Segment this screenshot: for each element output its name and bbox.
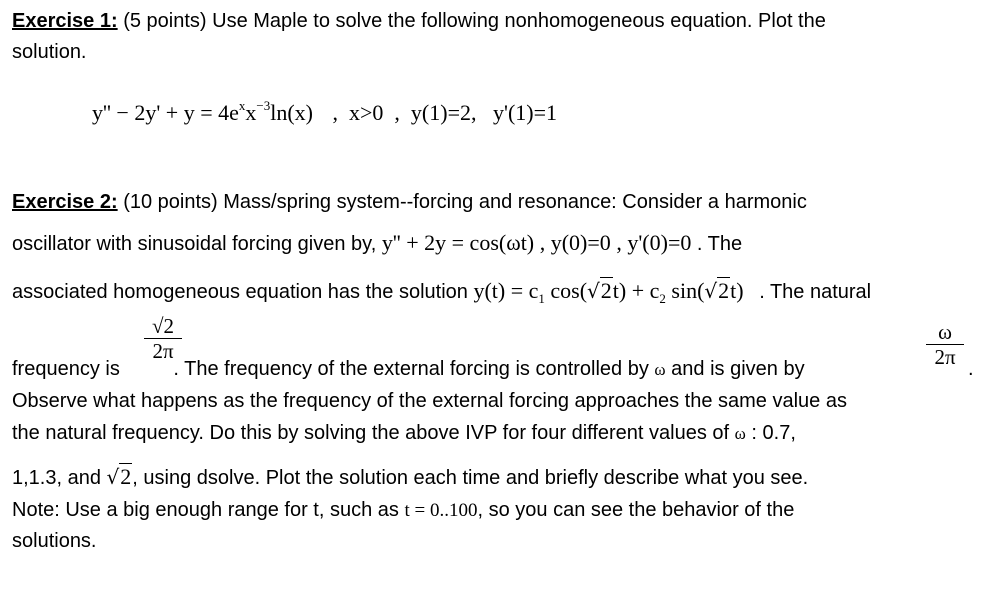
sol-part2: cos( — [544, 278, 588, 303]
sol-sub2: 2 — [659, 291, 666, 306]
sol-sqrt1: 2 — [600, 278, 612, 303]
sol-part5: t) — [730, 278, 744, 303]
sol-part1: y(t) = c — [473, 278, 539, 303]
eq-cond-yp1: y'(1)=1 — [492, 100, 558, 125]
exercise2-line1 — [12, 189, 807, 215]
frac2-numerator: ω — [938, 320, 952, 344]
exercise2-line7: 1,1.3, and √2, using dsolve. Plot the solution each time and briefly describe what you see. — [12, 464, 809, 489]
exercise2-line5: Observe what happens as the frequency of the external forcing approaches the same value as — [12, 390, 847, 412]
ex2-line6-text: the natural frequency. Do this by solving the above IVP for four different values of — [12, 422, 735, 444]
sol-sqrt2: 2 — [718, 278, 730, 303]
exercise1-intro: (5 points) Use Maple to solve the following nonhomogeneous equation. Plot the — [117, 10, 826, 32]
exercise2-line9: solutions. — [12, 530, 97, 552]
frac1-denominator: 2π — [152, 339, 174, 363]
t-range: t = 0..100 — [404, 500, 478, 521]
ex2-line2-text: oscillator with sinusoidal forcing given by, — [12, 233, 382, 255]
eq-cond-y1: y(1)=2, — [410, 100, 477, 125]
ex2-line3-text: associated homogeneous equation has the solution — [12, 281, 474, 303]
ex2-line8-end: , so you can see the behavior of the — [477, 499, 795, 521]
sol-part4: sin( — [665, 278, 705, 303]
frac2-denominator: 2π — [934, 345, 956, 369]
ex2-ode: y'' + 2y = cos(ωt) — [381, 230, 535, 255]
exercise1-label: Exercise 1: — [12, 10, 118, 32]
eq-exp-neg3: −3 — [256, 98, 271, 113]
eq-exp-x: x — [238, 98, 246, 113]
eq-ln: ln(x) — [270, 100, 313, 125]
forcing-frequency-fraction — [924, 320, 966, 369]
ex2-line4-mid: . The frequency of the external forcing is controlled by — [173, 358, 655, 380]
sqrt2-value: 2 — [120, 464, 132, 489]
exercise2-line8 — [12, 497, 794, 524]
omega-symbol-2: ω — [734, 424, 746, 443]
ex2-homogeneous-solution: $y(t) = c_1$ $\cos(√2t) + c_2$ sin(√2t) — [473, 278, 744, 306]
omega-symbol: ω — [654, 360, 666, 379]
eq-x: x — [245, 100, 257, 125]
eq-cond-x: x>0 — [349, 100, 384, 125]
ex2-line2-end: . The — [696, 233, 743, 255]
exercise2-line6 — [12, 420, 796, 447]
exercise1-line1 — [12, 8, 826, 34]
exercise2-line4 — [12, 356, 805, 383]
ex2-cond-y0: y(0)=0 — [550, 230, 611, 255]
eq-main: y'' − 2y' + y = 4e — [92, 100, 239, 125]
ex2-line8-text: Note: Use a big enough range for t, such as — [12, 499, 405, 521]
sol-part3: t) + c — [612, 278, 660, 303]
exercise2-line3 — [12, 277, 871, 307]
exercise2-label: Exercise 2: — [12, 191, 118, 213]
ex2-line3-end: . The natural — [759, 281, 872, 303]
exercise1-line2: solution. — [12, 41, 87, 63]
exercise2-line2: oscillator with sinusoidal forcing given by, y'' + 2y = cos(ωt) , y(0)=0 , y'(0)=0 . The — [12, 230, 743, 255]
ex2-line4-period: . — [968, 358, 974, 380]
ex2-line4-mid2: and is given by — [665, 358, 805, 380]
ex2-line6-end: : 0.7, — [745, 422, 796, 444]
exercise2-intro: (10 points) Mass/spring system--forcing and resonance: Consider a harmonic — [117, 191, 807, 213]
ex2-line7-text: 1,1.3, and — [12, 467, 107, 489]
ex2-line7-end: , using dsolve. Plot the solution each time and briefly describe what you see. — [132, 467, 809, 489]
ex2-cond-yp0: y'(0)=0 — [627, 230, 692, 255]
sol-sub1: 1 — [538, 291, 545, 306]
ex2-line4-text: frequency is — [12, 358, 126, 380]
exercise1-equation: $y'' - 2y' + y = 4e^xx^{-3}\ln(x)$ , x>0 , y(1)=2, y'(1)=1 — [92, 98, 558, 125]
frac1-numerator: √2 — [151, 314, 175, 338]
